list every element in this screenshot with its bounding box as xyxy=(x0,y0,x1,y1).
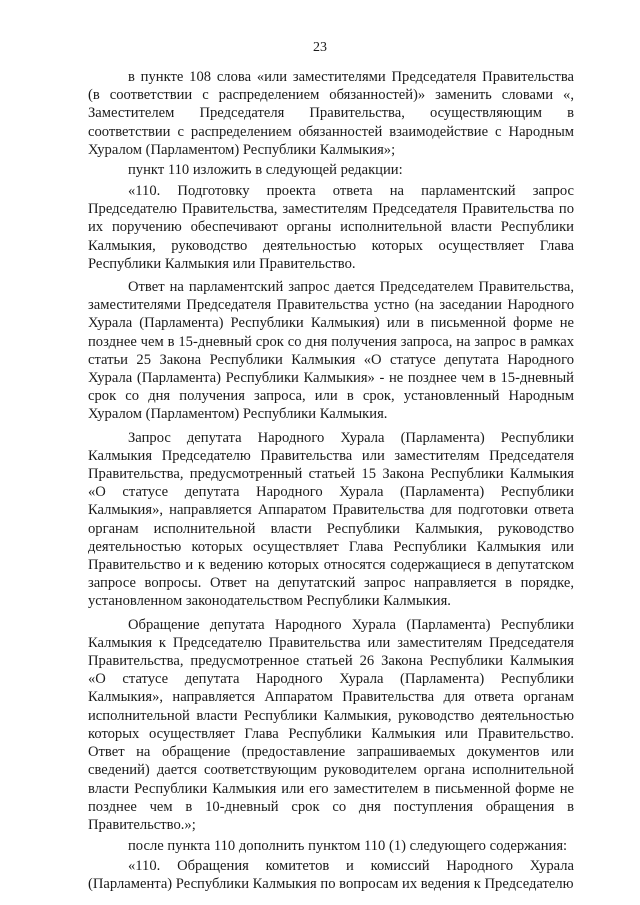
paragraph-item-110-1-text: «110. Обращения комитетов и комиссий Народного Хурала (Парламента) Республики Калмыкия по вопросам их ведения к Председателю xyxy=(88,858,574,893)
paragraph-item-108-amendment: в пункте 108 слова «или заместителями Председателя Правительства (в соответствии с распределением обязанностей)» заменить словами «, Заместителем Председателя Правительства, осуществляющим в соответствии с распределением обязанностей взаимодействие с Народным Хуралом (Парламентом) Республики Калмыкия»; xyxy=(88,69,574,158)
paragraph-item-110-intro: пункт 110 изложить в следующей редакции: xyxy=(128,162,403,179)
paragraph-item-110-1-intro: после пункта 110 дополнить пунктом 110 (1) следующего содержания: xyxy=(128,837,568,854)
paragraph-deputy-request: Запрос депутата Народного Хурала (Парламента) Республики Калмыкия Председателю Правительства или заместителям Председателя Правительства, предусмотренный статьей 15 Закона Республики Калмыкия «О статусе депутата Народного Хурала (Парламента) Республики Калмыкия», направляется Аппаратом Правительства для подготовки ответа органам исполнительной власти Республики Калмыкия, руководство деятельностью которых осуществляет Глава Республики Калмыкия или Правительство и к ведению которых относятся содержащиеся в депутатском запросе вопросы. Ответ на депутатский запрос направляется в порядке, установленном законодательством Республики Калмыкия. xyxy=(88,429,574,610)
page-number: 23 xyxy=(313,40,327,55)
paragraph-parliamentary-request-answer: Ответ на парламентский запрос дается Председателем Правительства, заместителями Председателя Правительства устно (на заседании Народного Хурала (Парламента) Республики Калмыкия) или в письменной форме не позднее чем в 15-дневный срок со дня получения запроса, на запрос в рамках статьи 25 Закона Республики Калмыкия «О статусе депутата Народного Хурала (Парламента) Республики Калмыкия» - не позднее чем в 15-дневный срок со дня получения запроса, или в срок, установленный Народным Хуралом (Парламентом) Республики Калмыкия. xyxy=(88,279,574,423)
paragraph-item-110-text: «110. Подготовку проекта ответа на парламентский запрос Председателю Правительства, заместителям Председателя Правительства по их поручению обеспечивают органы исполнительной власти Республики Калмыкия, руководство деятельностью которых осуществляет Глава Республики Калмыкия или Правительство. xyxy=(88,183,574,272)
document-body xyxy=(88,68,574,894)
paragraph-deputy-appeal: Обращение депутата Народного Хурала (Парламента) Республики Калмыкия к Председателю Правительства или заместителям Председателя Правительства, предусмотренное статьей 26 Закона Республики Калмыкия «О статусе депутата Народного Хурала (Парламента) Республики Калмыкия», направляется Аппаратом Правительства для ответа органам исполнительной власти Республики Калмыкия, руководство деятельностью которых осуществляет Глава Республики Калмыкия или Правительство. Ответ на обращение (предоставление запрашиваемых документов или сведений) дается соответствующим руководителем органа исполнительной власти Республики Калмыкия или его заместителем в письменной форме не позднее чем в 10-дневный срок со дня поступления обращения в Правительство.»; xyxy=(88,616,574,833)
